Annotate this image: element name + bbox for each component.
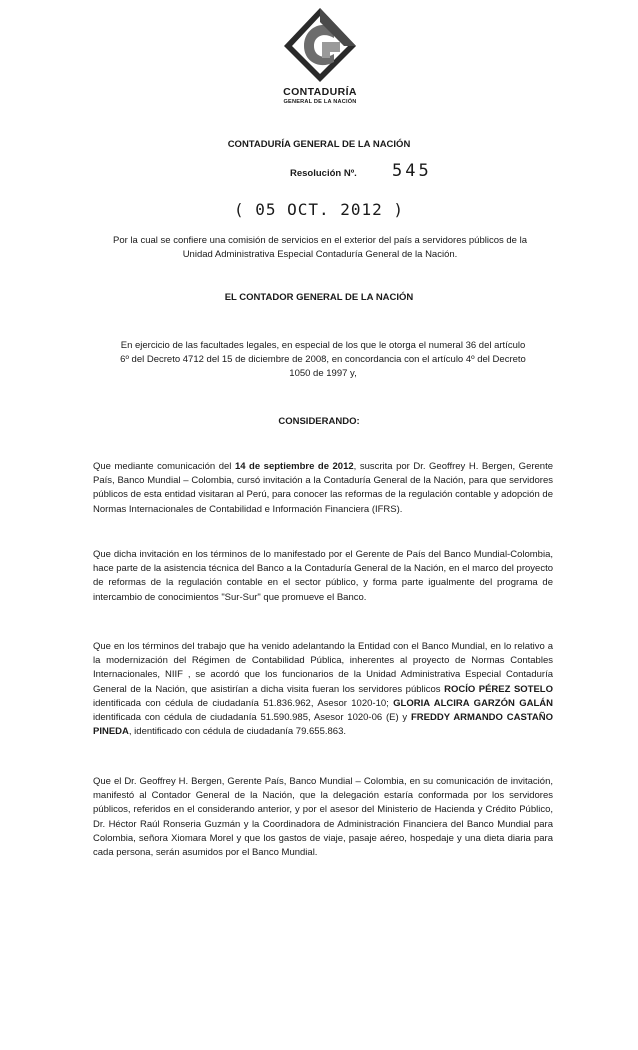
paragraph-1 bbox=[93, 460, 553, 517]
contador-title: EL CONTADOR GENERAL DE LA NACIÓN bbox=[224, 292, 414, 303]
resolution-subject: Por la cual se confiere una comisión de servicios en el exterior del país a servidores públicos de la Unidad Administrativa Especial Contaduría General de la Nación. bbox=[113, 235, 527, 260]
paragraph-1-text-a: Que mediante comunicación del bbox=[93, 461, 235, 472]
paragraph-4: Que el Dr. Geoffrey H. Bergen, Gerente País, Banco Mundial – Colombia, en su comunicación de invitación, manifestó al Contador General de la Nación, que la delegación estaría conformada por los servidores públicos, referidos en el considerando anterior, y por el asesor del Ministerio de Hacienda y Crédito Público, Dr. Héctor Raúl Ronseria Guzmán y la Coordinadora de Administración Financiera del Banco Mundial para Colombia, señora Xiomara Morel y que los gastos de viaje, pasaje aéreo, hospedaje y una dieta diaria para cada persona, serán asumidos por el Banco Mundial. bbox=[93, 776, 553, 859]
contaduria-emblem-icon bbox=[282, 6, 358, 84]
paragraph-3-name-3: FREDDY ARMANDO CASTAÑO PINEDA bbox=[93, 712, 553, 738]
paragraph-1-date: 14 de septiembre de 2012 bbox=[234, 461, 354, 472]
resolution-date-stamp: ( 05 OCT. 2012 ) bbox=[233, 200, 405, 219]
paragraph-3-text-e: identificada con cédula de ciudadanía 51.590.985, Asesor 1020-06 (E) y bbox=[93, 712, 411, 724]
paragraph-3-name-1: ROCÍO PÉREZ SOTELO bbox=[444, 683, 553, 695]
paragraph-1-text-c: , suscrita por Dr. Geoffrey H. Bergen, Gerente País, Banco Mundial – Colombia, cursó invitación a la Contaduría General de la Nación, para que servidores públicos de esta entidad visitaran al Perú, para conocer las reformas de la regulación contable y adopción de Normas Internacionales de Contabilidad e Información Financiera (IFRS). bbox=[93, 461, 554, 515]
paragraph-3 bbox=[93, 640, 553, 739]
logo-name: CONTADURÍA bbox=[283, 86, 357, 98]
paragraph-3-text-c: identificada con cédula de ciudadanía 51.836.962, Asesor 1020-10; bbox=[93, 697, 394, 709]
logo-subtitle: GENERAL DE LA NACIÓN bbox=[283, 99, 357, 105]
paragraph-3-text-g: , identificado con cédula de ciudadanía 79.655.863. bbox=[128, 726, 346, 738]
considerando-heading: CONSIDERANDO: bbox=[278, 416, 360, 427]
organization-title: CONTADURÍA GENERAL DE LA NACIÓN bbox=[227, 139, 411, 150]
resolution-label: Resolución Nº. bbox=[290, 168, 357, 179]
legal-powers-text: En ejercicio de las facultades legales, en especial de los que le otorga el numeral 36 del artículo 6º del Decreto 4712 del 15 de diciembre de 2008, en concordancia con el artículo 4º del Decreto 1050 de 1997 y, bbox=[120, 340, 526, 379]
paragraph-2: Que dicha invitación en los términos de lo manifestado por el Gerente de País del Banco Mundial-Colombia, hace parte de la asistencia técnica del Banco a la Contaduría General de la Nación, en el marco del proyecto de reformas de la regulación contable en el sector público, y forma parte igualmente del programa de intercambio de conocimientos "Sur-Sur" que promueve el Banco. bbox=[93, 549, 553, 603]
paragraph-3-name-2: GLORIA ALCIRA GARZÓN GALÁN bbox=[393, 697, 553, 709]
contaduria-logo bbox=[272, 6, 368, 112]
resolution-number: 545 bbox=[392, 161, 432, 181]
paragraph-3-text-a: Que en los términos del trabajo que ha venido adelantando la Entidad con el Banco Mundial, en lo relativo a la modernización del Régimen de Contabilidad Pública, inherentes al proyecto de Normas Contables Internacionales, NIIF , se acordó que los funcionarios de la Unidad Administrativa Especial Contaduría General de la Nación, que asistirían a dicha visita fueran los servidores públicos bbox=[93, 641, 553, 695]
